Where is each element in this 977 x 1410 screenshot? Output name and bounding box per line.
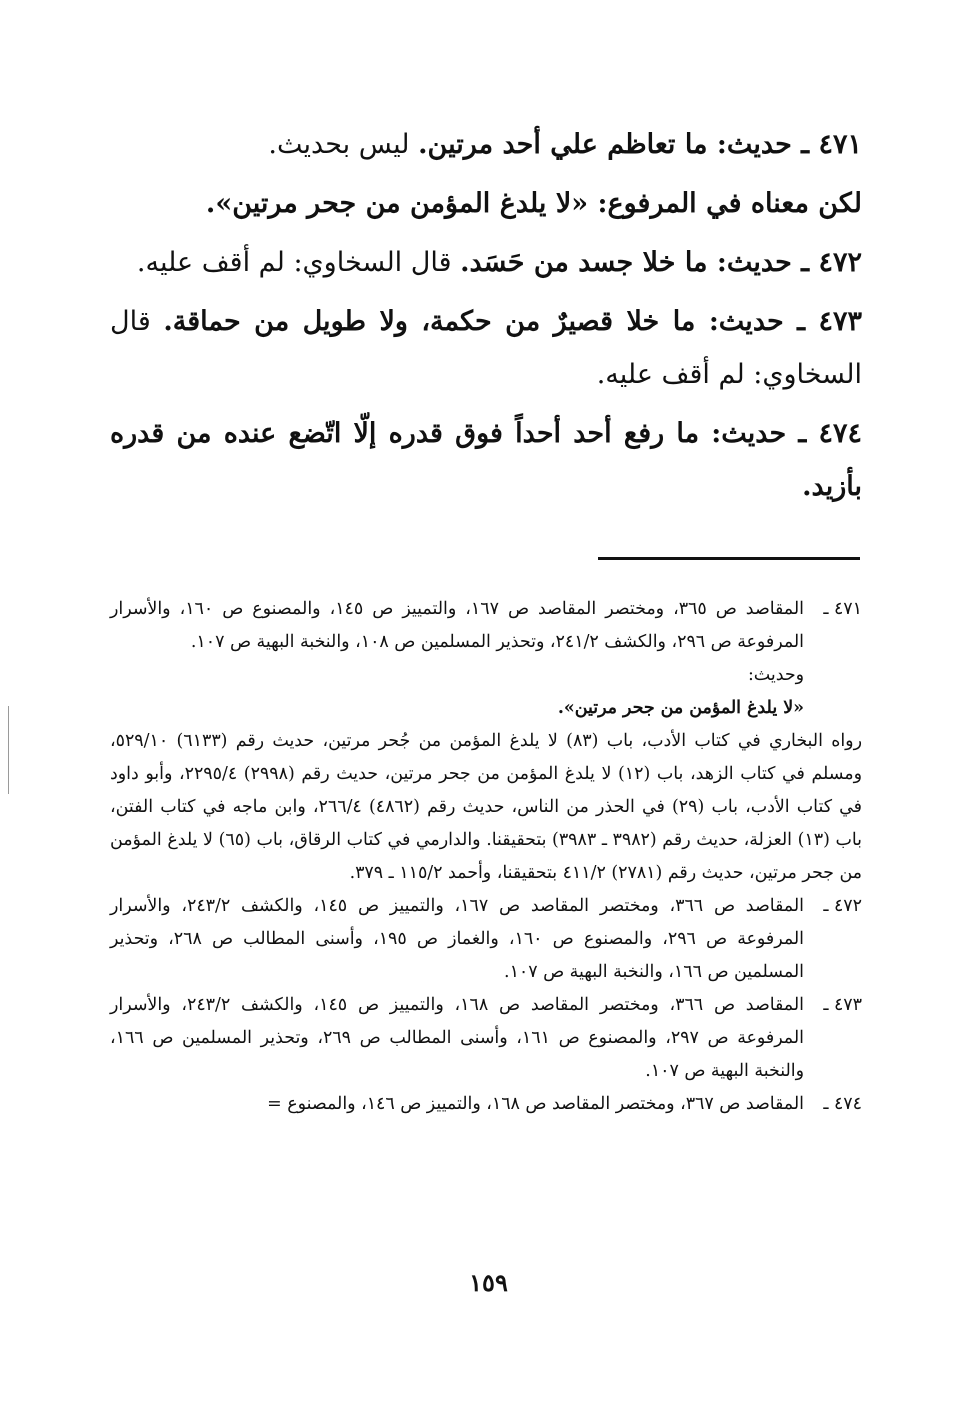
entry-473 — [110, 295, 862, 401]
footnote-471 — [110, 593, 862, 725]
footnote-number: ٤٧٢ ـ — [823, 896, 862, 916]
footnote-sources: المقاصد ص ٣٦٦، ومختصر المقاصد ص ١٦٧، والتمييز ص ١٤٥، والكشف ٢٤٣/٢، والأسرار المرفوعة ص ٢٩٦، والمصنوع ص ١٦٠، والغماز ص ١٩٥، وأسنى المطالب ص ٢٦٨، وتحذير المسلمين ص ١٦٦، والنخبة البهية ص ١٠٧. — [110, 896, 804, 982]
entry-472-hadith: ٤٧٢ ـ حديث: ما خلا جسد من حَسَد. — [460, 247, 862, 278]
entry-474 — [110, 407, 862, 513]
footnote-472 — [110, 890, 862, 989]
entry-471-comment: ليس بحديث. — [268, 129, 419, 160]
main-text — [110, 118, 862, 519]
footnote-sources: المقاصد ص ٣٦٦، ومختصر المقاصد ص ١٦٨، والتمييز ص ١٤٥، والكشف ٢٤٣/٢، والأسرار المرفوعة ص ٢٩٧، والمصنوع ص ١٦١، وأسنى المطالب ص ٢٦٩، وتحذير المسلمين ص ١٦٦، والنخبة البهية ص ١٠٧. — [110, 995, 804, 1081]
scan-margin-line — [8, 706, 9, 794]
footnote-body — [110, 593, 804, 725]
entry-473-comment: قال السخاوي: لم أقف عليه. — [110, 306, 862, 390]
entry-471-hadith: ٤٧١ ـ حديث: ما تعاظم علي أحد مرتين. — [418, 129, 862, 160]
footnote-number: ٤٧٤ ـ — [823, 1094, 862, 1114]
footnote-473 — [110, 989, 862, 1088]
entry-474-hadith: ٤٧٤ ـ حديث: ما رفع أحد أحداً فوق قدره إلّا اتّضع عنده من قدره بأزيد. — [110, 418, 862, 502]
entry-471-note — [110, 177, 862, 230]
footnote-hadith-label: وحديث: — [747, 665, 804, 685]
footnotes — [110, 593, 862, 1121]
entry-472-comment: قال السخاوي: لم أقف عليه. — [136, 247, 461, 278]
page-number: ١٥٩ — [469, 1268, 508, 1297]
entry-471 — [110, 118, 862, 171]
entry-472 — [110, 236, 862, 289]
footnote-number: ٤٧١ ـ — [823, 599, 862, 619]
footnote-number: ٤٧٣ ـ — [823, 995, 862, 1015]
footnote-471-takhrij: رواه البخاري في كتاب الأدب، باب (٨٣) لا يلدغ المؤمن من جُحر مرتين، حديث رقم (٦١٣٣) ٥٢٩/١٠، ومسلم في كتاب الزهد، باب (١٢) لا يلدغ المؤمن من جحر مرتين، حديث رقم (٢٩٩٨) ٢٢٩٥/٤، وأبو داود في كتاب الأدب، باب (٢٩) في الحذر من الناس، حديث رقم (٤٨٦٢) ٢٦٦/٤، وابن ماجه في كتاب الفتن، باب (١٣) العزلة، حديث رقم (٣٩٨٢ ـ ٣٩٨٣) بتحقيقنا. والدارمي في كتاب الرقاق، باب (٦٥) لا يلدغ المؤمن من جحر مرتين، حديث رقم (٢٧٨١) ٤١١/٢ بتحقيقنا، وأحمد ١١٥/٢ ـ ٣٧٩. — [110, 731, 862, 883]
footnote-hadith-quote: «لا يلدغ المؤمن من جحر مرتين». — [557, 698, 804, 718]
entry-473-hadith: ٤٧٣ ـ حديث: ما خلا قصيرٌ من حكمة، ولا طويل من حماقة. — [163, 306, 862, 337]
footnote-sources: المقاصد ص ٣٦٥، ومختصر المقاصد ص ١٦٧، والتمييز ص ١٤٥، والمصنوع ص ١٦٠، والأسرار المرفوعة ص ٢٩٦، والكشف ٢٤١/٢، وتحذير المسلمين ص ١٠٨، والنخبة البهية ص ١٠٧. — [110, 599, 804, 652]
entry-471-note-text: لكن معناه في المرفوع: «لا يلدغ المؤمن من جحر مرتين». — [205, 188, 862, 219]
footnote-474 — [110, 1088, 862, 1121]
footnote-separator — [598, 557, 860, 560]
footnote-sources: المقاصد ص ٣٦٧، ومختصر المقاصد ص ١٦٨، والتمييز ص ١٤٦، والمصنوع = — [267, 1094, 804, 1114]
